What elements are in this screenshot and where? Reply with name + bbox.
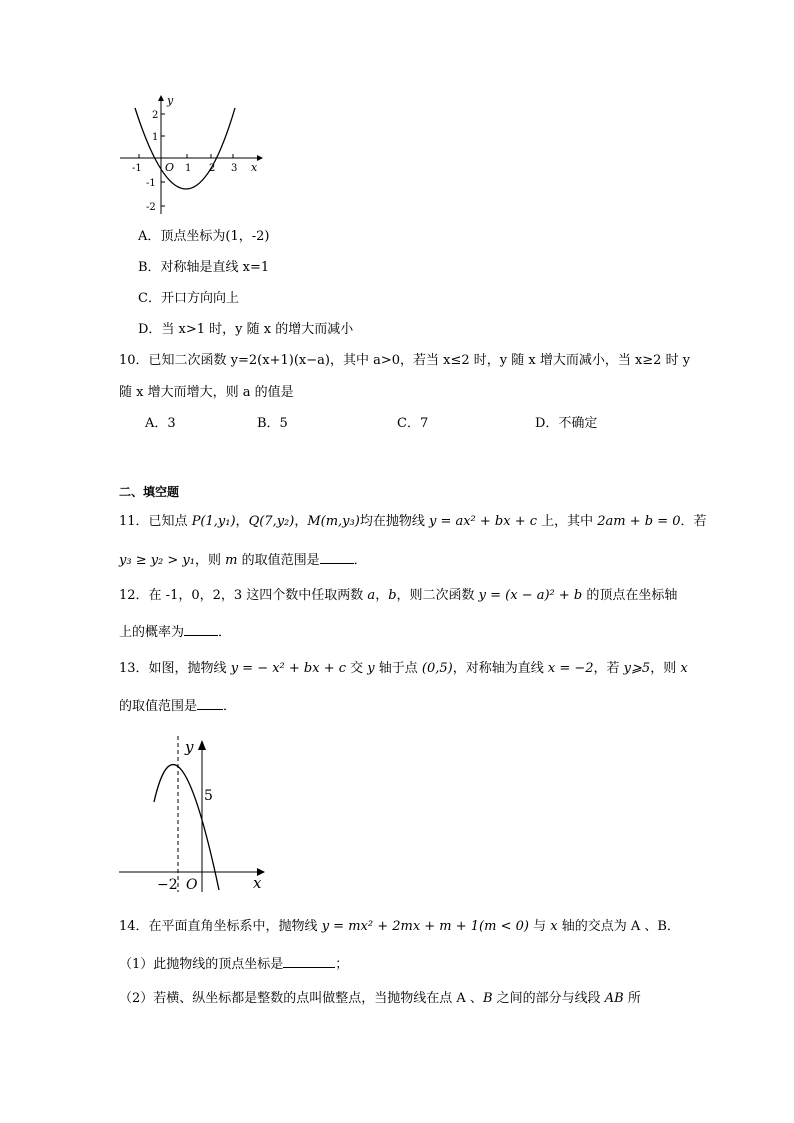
- q10-option-c[interactable]: C．7: [397, 416, 429, 431]
- q9-option-b[interactable]: B．对称轴是直线 x=1: [138, 260, 270, 275]
- parabola-equation: y = mx² + 2mx + m + 1(m < 0): [321, 919, 529, 934]
- parabola-curve: [154, 765, 219, 890]
- q12-text-line-2: 上的概率为 ．: [119, 625, 232, 640]
- parabola-graph-2: [115, 732, 275, 894]
- y-tick-label: 5: [204, 788, 213, 804]
- parabola-graph-1: [115, 92, 265, 218]
- origin-label: O: [186, 877, 198, 893]
- q14-subquestion-1: （1）此抛物线的顶点坐标是 ；: [119, 957, 349, 972]
- y-axis-arrow: [198, 740, 206, 750]
- q11-text-line-1: 11．已知点 P(1,y₁)，Q(7,y₂)，M(m,y₃)均在抛物线 y = ax² + bx + c 上，其中 2am + b = 0．若: [119, 514, 707, 529]
- answer-blank[interactable]: [184, 623, 218, 636]
- parabola-equation: y = − x² + bx + c: [230, 661, 347, 676]
- y-tick-label: 2: [152, 110, 159, 121]
- origin-label: O: [165, 161, 175, 174]
- point-p: P(1,y₁): [191, 514, 236, 529]
- q10-option-a[interactable]: A．3: [145, 416, 176, 431]
- x-tick-label: 2: [209, 163, 216, 174]
- q10-option-d[interactable]: D．不确定: [535, 416, 598, 431]
- q14-text-line-1: 14．在平面直角坐标系中，抛物线 y = mx² + 2mx + m + 1(m < 0) 与 x 轴的交点为 A 、B．: [119, 919, 680, 934]
- x-axis-label: x: [251, 161, 258, 174]
- y-tick-label: -2: [146, 202, 156, 213]
- x-axis-label: x: [253, 874, 262, 892]
- section-heading: 二、填空题: [119, 485, 180, 499]
- y-tick-label: 1: [152, 132, 159, 143]
- inequality: y₃ ≥ y₂ > y₁: [119, 553, 195, 568]
- parabola-curve: [135, 108, 238, 189]
- q10-text-line-2: 随 x 增大而增大，则 a 的值是: [119, 385, 294, 400]
- point-q: Q(7,y₂): [248, 514, 295, 529]
- parabola-equation: y = (x − a)² + b: [478, 588, 583, 603]
- answer-blank[interactable]: [197, 697, 223, 710]
- q13-text-line-1: 13．如图，抛物线 y = − x² + bx + c 交 y 轴于点 (0,5)，对称轴为直线 x = −2，若 y⩾5，则 x: [119, 661, 688, 676]
- condition: 2am + b = 0: [597, 514, 681, 529]
- x-axis-arrow: [257, 155, 263, 161]
- answer-blank[interactable]: [320, 551, 354, 564]
- q12-text-line-1: 12．在 -1，0，2，3 这四个数中任取两数 a，b，则二次函数 y = (x − a)² + b 的顶点在坐标轴: [119, 588, 678, 603]
- x-tick-label: 3: [231, 163, 238, 174]
- parabola-equation: y = ax² + bx + c: [428, 514, 538, 529]
- q9-option-d[interactable]: D．当 x>1 时，y 随 x 的增大而减小: [138, 322, 354, 337]
- q9-option-c[interactable]: C．开口方向向上: [138, 291, 239, 306]
- point-m: M(m,y₃): [307, 514, 360, 529]
- x-tick-label: 1: [185, 163, 192, 174]
- y-axis-arrow: [158, 95, 164, 101]
- q10-text-line-1: 10．已知二次函数 y=2(x+1)(x−a)，其中 a>0，若当 x≤2 时，y 随 x 增大而减小，当 x≥2 时 y: [119, 353, 691, 368]
- y-tick-label: -1: [146, 178, 156, 189]
- q14-subquestion-2: （2）若横、纵坐标都是整数的点叫做整点，当抛物线在点 A 、B 之间的部分与线段 AB 所: [119, 991, 641, 1006]
- x-tick-label: −2: [157, 877, 178, 893]
- q9-option-a[interactable]: A．顶点坐标为(1，-2): [138, 229, 270, 244]
- answer-blank[interactable]: [283, 955, 335, 968]
- q10-option-b[interactable]: B．5: [257, 416, 288, 431]
- y-axis-label: y: [185, 738, 194, 756]
- x-tick-label: -1: [132, 163, 142, 174]
- q11-text-line-2: y₃ ≥ y₂ > y₁，则 m 的取值范围是 ．: [119, 553, 367, 568]
- q11-number: 11: [119, 514, 136, 529]
- q13-text-line-2: 的取值范围是 ．: [119, 699, 237, 714]
- y-axis-label: y: [167, 94, 174, 107]
